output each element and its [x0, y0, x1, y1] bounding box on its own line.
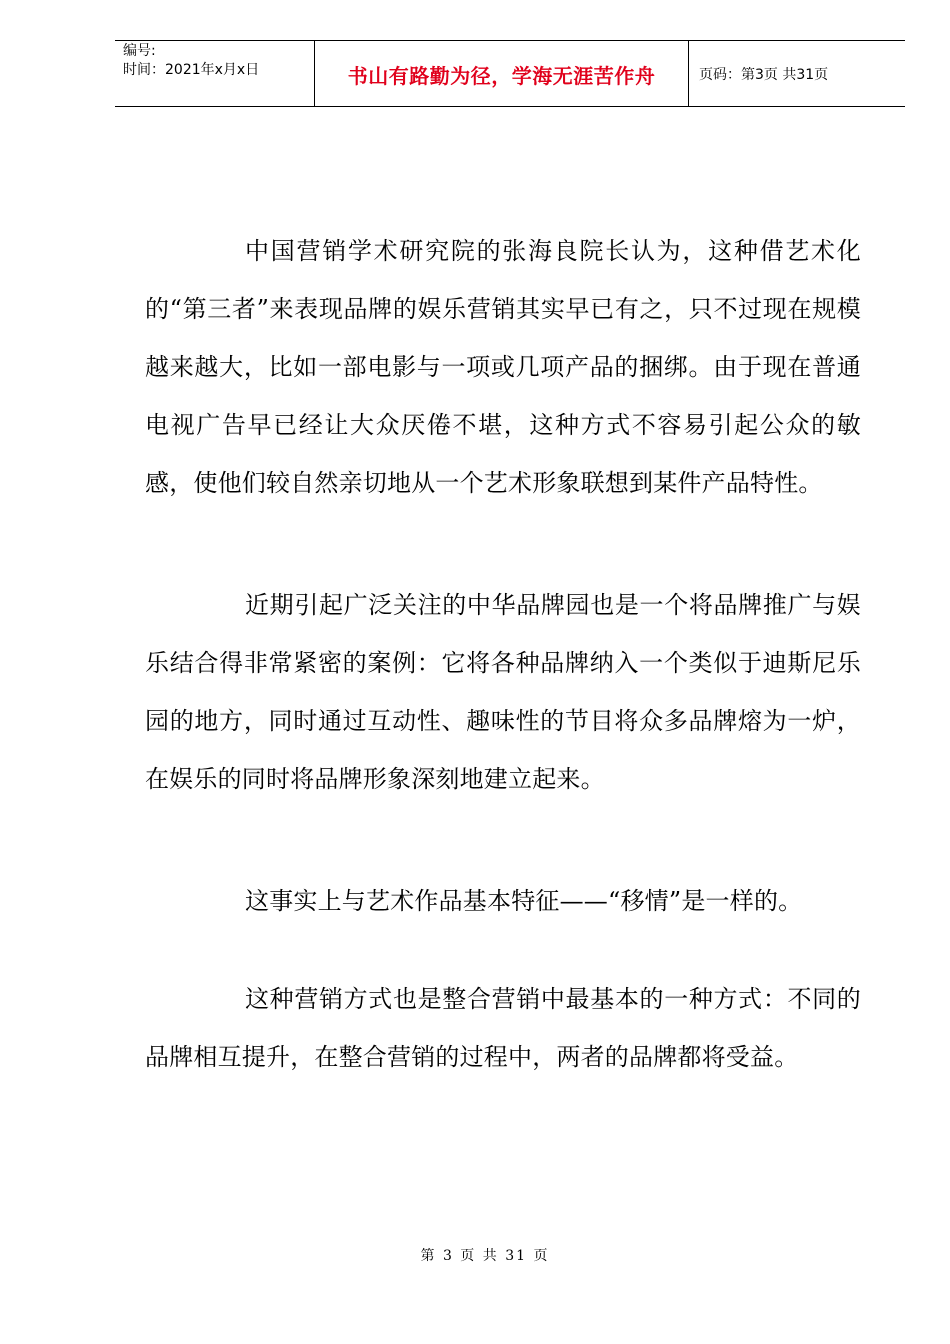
- paragraph-spacer: [145, 512, 861, 576]
- document-time-label: 时间：2021年x月x日: [123, 62, 260, 78]
- header-page-info-cell: [689, 41, 905, 106]
- document-number-label: 编号:: [123, 43, 156, 59]
- header-motto: 书山有路勤为径，学海无涯苦作舟: [347, 64, 656, 88]
- paragraph-2: 近期引起广泛关注的中华品牌园也是一个将品牌推广与娱乐结合得非常紧密的案例：它将各种品牌纳入一个类似于迪斯尼乐园的地方，同时通过互动性、趣味性的节目将众多品牌熔为一炉，在娱乐的同时将品牌形象深刻地建立起来。: [145, 591, 861, 793]
- header-meta: [115, 41, 315, 106]
- paragraph-1: 中国营销学术研究院的张海良院长认为，这种借艺术化的“第三者”来表现品牌的娱乐营销其实早已有之，只不过现在规模越来越大，比如一部电影与一项或几项产品的捆绑。由于现在普通电视广告早已经让大众厌倦不堪，这种方式不容易引起公众的敏感，使他们较自然亲切地从一个艺术形象联想到某件产品特性。: [145, 237, 861, 497]
- page-header: [115, 40, 905, 107]
- document-body: [145, 222, 861, 1086]
- paragraph-spacer: [145, 808, 861, 872]
- header-page-info: 页码：第3页 共31页: [699, 66, 829, 83]
- page-footer: 第 3 页 共 31 页: [420, 1248, 550, 1264]
- paragraph-3: 这事实上与艺术作品基本特征——“移情”是一样的。: [245, 887, 803, 915]
- header-motto-cell: [315, 41, 689, 106]
- paragraph-spacer: [145, 930, 861, 970]
- paragraph-4: 这种营销方式也是整合营销中最基本的一种方式：不同的品牌相互提升，在整合营销的过程中，两者的品牌都将受益。: [145, 985, 861, 1071]
